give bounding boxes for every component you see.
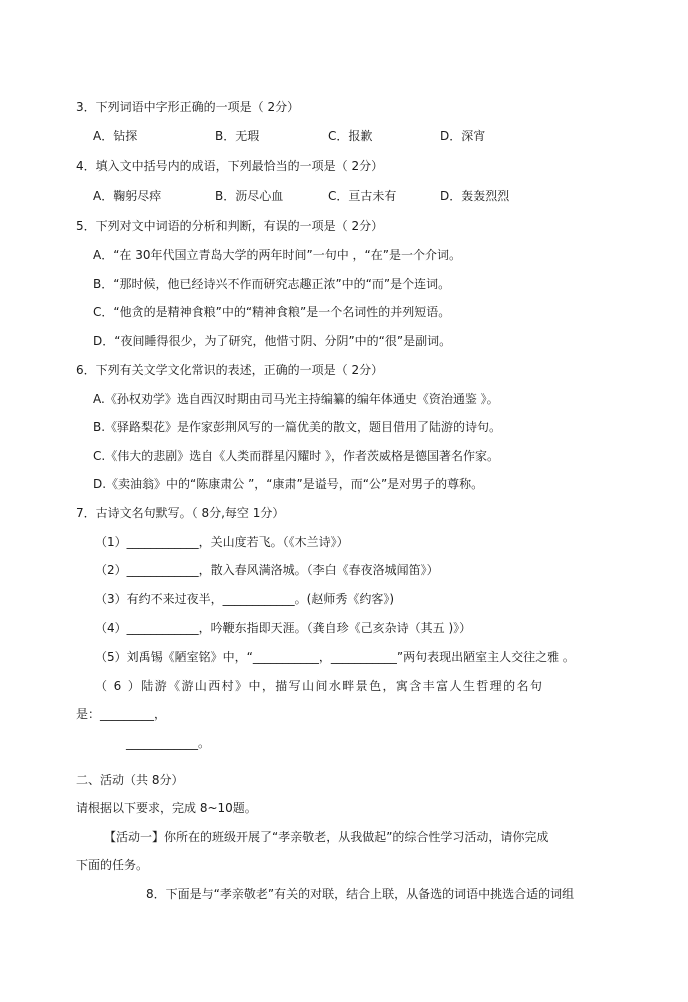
q5-option-a: A．“在 30年代国立青岛大学的两年时间”一句中 ，“在”是一个介词。 [93,248,461,262]
q5-option-d: D．“夜间睡得很少，为了研究，他惜寸阴、分阴”中的“很”是副词。 [93,334,452,348]
q6-option-d: D.《卖油翁》中的“陈康肃公 ”，“康肃”是谥号，而“公”是对男子的尊称。 [93,477,484,491]
q7-item-4: （4）____________，吟鞭东指即天涯。（龚自珍《己亥杂诗（其五 )》） [95,621,472,635]
q3-option-a: A．钻探 [93,129,138,143]
q3-option-c: C．报歉 [328,129,373,143]
q7-item-6-answer-line1: 是：_________， [76,707,167,721]
q6-option-b: B.《驿路梨花》是作家彭荆风写的一篇优美的散文，题目借用了陆游的诗句。 [93,420,502,434]
q3-option-b: B．无瑕 [215,129,260,143]
q5-stem: 5．下列对文中词语的分析和判断，有误的一项是（ 2分） [76,219,384,233]
q7-stem: 7．古诗文名句默写。（ 8分,每空 1分） [76,506,285,520]
q4-option-d: D．轰轰烈烈 [440,189,510,203]
q3-stem: 3．下列词语中字形正确的一项是（ 2分） [76,100,300,114]
q7-item-6-answer-line2: ____________。 [126,736,211,750]
q4-option-a: A．鞠躬尽瘁 [93,189,162,203]
q7-item-5: （5）刘禹锡《陋室铭》中，“___________，___________”两句表现出陋室主人交往之雅 。 [95,650,575,664]
q4-stem: 4．填入文中括号内的成语，下列最恰当的一项是（ 2分） [76,159,384,173]
section2-heading: 二、活动（共 8分） [76,773,184,787]
activity1-text-line2: 下面的任务。 [76,858,149,872]
q6-option-a: A.《孙权劝学》选自西汉时期由司马光主持编纂的编年体通史《资治通鉴 》。 [93,392,499,406]
q5-option-b: B．“那时候，他已经诗兴不作而研究志趣正浓”中的“而”是个连词。 [93,277,451,291]
section2-instruction: 请根据以下要求，完成 8~10题。 [76,801,257,815]
q7-item-2: （2）____________，散入春风满洛城。（李白《春夜洛城闻笛》） [95,563,439,577]
q6-stem: 6．下列有关文学文化常识的表述，正确的一项是（ 2分） [76,363,384,377]
q8-stem: 8．下面是与“孝亲敬老”有关的对联，结合上联，从备选的词语中挑选合适的词组 [146,887,575,901]
q7-item-3: （3）有约不来过夜半，____________。(赵师秀《约客》) [95,592,394,606]
q4-option-c: C．亘古未有 [328,189,397,203]
activity1-text-line1: 【活动一】你所在的班级开展了“孝亲敬老，从我做起”的综合性学习活动，请你完成 [104,830,549,844]
q5-option-c: C．“他贪的是精神食粮”中的“精神食粮”是一个名词性的并列短语。 [93,305,451,319]
q7-item-1: （1）____________，关山度若飞。（《木兰诗》） [95,535,349,549]
q4-option-b: B．沥尽心血 [215,189,284,203]
q7-item-6: （ 6 ）陆游《游山西村》中，描写山间水畔景色，寓含丰富人生哲理的名句 [95,679,544,693]
q3-option-d: D．深宵 [440,129,486,143]
q6-option-c: C.《伟大的悲剧》选自《人类而群星闪耀时 》，作者茨威格是德国著名作家。 [93,449,500,463]
